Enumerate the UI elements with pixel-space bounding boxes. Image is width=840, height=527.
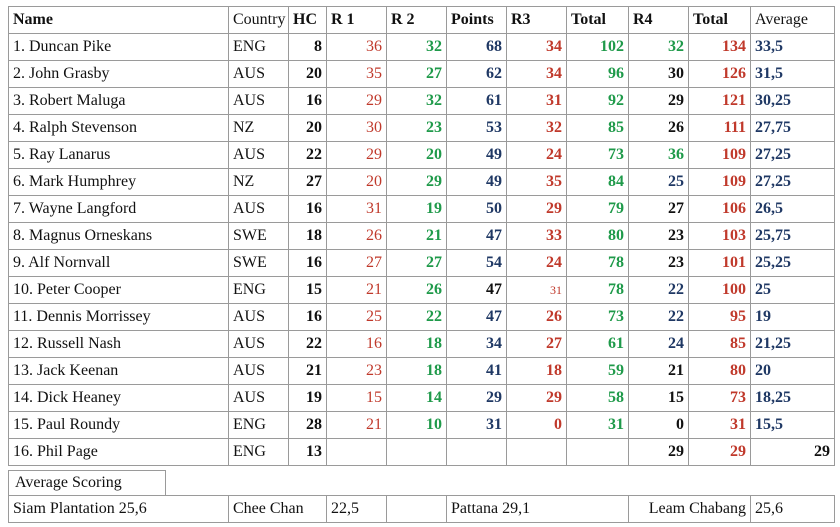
- player-r1: [327, 439, 387, 466]
- player-name: 1. Duncan Pike: [9, 34, 229, 61]
- table-row: [9, 34, 835, 61]
- player-hc: 27: [289, 169, 327, 196]
- player-total: 58: [567, 385, 629, 412]
- player-points: 54: [447, 250, 507, 277]
- player-r4: 22: [629, 304, 689, 331]
- player-total: 31: [567, 412, 629, 439]
- player-r1: 29: [327, 88, 387, 115]
- player-r4: 30: [629, 61, 689, 88]
- header-points: Points: [447, 7, 507, 34]
- scoring-pattana: Pattana 29,1: [447, 496, 629, 523]
- player-hc: 16: [289, 88, 327, 115]
- player-average: 25,25: [751, 250, 835, 277]
- player-total: 79: [567, 196, 629, 223]
- header-country: Country: [229, 7, 289, 34]
- player-total2: 134: [689, 34, 751, 61]
- player-hc: 28: [289, 412, 327, 439]
- player-hc: 16: [289, 196, 327, 223]
- player-r2: 22: [387, 304, 447, 331]
- player-r4: 23: [629, 250, 689, 277]
- player-name: 6. Mark Humphrey: [9, 169, 229, 196]
- player-total2: 101: [689, 250, 751, 277]
- player-r4: 23: [629, 223, 689, 250]
- player-total2: 126: [689, 61, 751, 88]
- player-r2: 20: [387, 142, 447, 169]
- player-r1: 16: [327, 331, 387, 358]
- table-row: [9, 304, 835, 331]
- player-points: 47: [447, 277, 507, 304]
- player-r3: 27: [507, 331, 567, 358]
- player-total: 102: [567, 34, 629, 61]
- player-total: 73: [567, 142, 629, 169]
- player-total2: 106: [689, 196, 751, 223]
- player-hc: 16: [289, 304, 327, 331]
- player-country: AUS: [229, 196, 289, 223]
- scoring-empty: [387, 496, 447, 523]
- player-r4: 21: [629, 358, 689, 385]
- player-r2: [387, 439, 447, 466]
- player-average: 25,75: [751, 223, 835, 250]
- player-country: ENG: [229, 277, 289, 304]
- player-r2: 27: [387, 61, 447, 88]
- player-points: 41: [447, 358, 507, 385]
- player-r2: 21: [387, 223, 447, 250]
- player-r1: 15: [327, 385, 387, 412]
- player-r4: 15: [629, 385, 689, 412]
- scoring-chee-chan: Chee Chan: [229, 496, 327, 523]
- scoring-chee-chan-value: 22,5: [327, 496, 387, 523]
- header-r1: R 1: [327, 7, 387, 34]
- player-total: 78: [567, 277, 629, 304]
- scoring-siam-plantation: Siam Plantation 25,6: [9, 496, 229, 523]
- player-hc: 21: [289, 358, 327, 385]
- player-points: 53: [447, 115, 507, 142]
- player-country: AUS: [229, 88, 289, 115]
- player-r3: 0: [507, 412, 567, 439]
- player-r3: 29: [507, 385, 567, 412]
- player-average: 27,25: [751, 169, 835, 196]
- scoring-leam-chabang-value: 25,6: [751, 496, 835, 523]
- player-country: AUS: [229, 358, 289, 385]
- player-r1: 21: [327, 412, 387, 439]
- player-hc: 20: [289, 61, 327, 88]
- player-total: 80: [567, 223, 629, 250]
- player-points: 50: [447, 196, 507, 223]
- player-total2: 80: [689, 358, 751, 385]
- table-row: [9, 169, 835, 196]
- player-r2: 29: [387, 169, 447, 196]
- player-total2: 111: [689, 115, 751, 142]
- player-r4: 0: [629, 412, 689, 439]
- player-total: 59: [567, 358, 629, 385]
- player-r3: 34: [507, 34, 567, 61]
- player-average: 29: [751, 439, 835, 466]
- player-total2: 109: [689, 142, 751, 169]
- player-points: [447, 439, 507, 466]
- player-country: SWE: [229, 223, 289, 250]
- player-r1: 26: [327, 223, 387, 250]
- player-r1: 36: [327, 34, 387, 61]
- player-average: 33,5: [751, 34, 835, 61]
- player-total: 78: [567, 250, 629, 277]
- player-points: 47: [447, 223, 507, 250]
- player-average: 20: [751, 358, 835, 385]
- table-row: [9, 115, 835, 142]
- player-r1: 23: [327, 358, 387, 385]
- player-country: SWE: [229, 250, 289, 277]
- player-r2: 32: [387, 88, 447, 115]
- player-total: 61: [567, 331, 629, 358]
- player-r3: 31: [507, 277, 567, 304]
- player-name: 8. Magnus Orneskans: [9, 223, 229, 250]
- player-country: AUS: [229, 61, 289, 88]
- player-r3: 35: [507, 169, 567, 196]
- player-points: 34: [447, 331, 507, 358]
- player-points: 61: [447, 88, 507, 115]
- player-hc: 22: [289, 331, 327, 358]
- player-total2: 109: [689, 169, 751, 196]
- player-country: ENG: [229, 412, 289, 439]
- player-r4: 29: [629, 439, 689, 466]
- player-r2: 32: [387, 34, 447, 61]
- average-scoring-table: [8, 495, 835, 523]
- player-total2: 100: [689, 277, 751, 304]
- header-r3: R3: [507, 7, 567, 34]
- player-r2: 27: [387, 250, 447, 277]
- player-hc: 18: [289, 223, 327, 250]
- table-row: [9, 358, 835, 385]
- header-name: Name: [9, 7, 229, 34]
- player-average: 21,25: [751, 331, 835, 358]
- scoreboard: [8, 6, 834, 466]
- player-r1: 25: [327, 304, 387, 331]
- player-name: 9. Alf Nornvall: [9, 250, 229, 277]
- player-country: AUS: [229, 385, 289, 412]
- player-total2: 103: [689, 223, 751, 250]
- player-points: 31: [447, 412, 507, 439]
- table-row: [9, 331, 835, 358]
- player-average: 26,5: [751, 196, 835, 223]
- player-total2: 121: [689, 88, 751, 115]
- player-r3: 24: [507, 142, 567, 169]
- player-r4: 36: [629, 142, 689, 169]
- player-r2: 18: [387, 358, 447, 385]
- header-r4: R4: [629, 7, 689, 34]
- player-total: 73: [567, 304, 629, 331]
- player-r3: 29: [507, 196, 567, 223]
- player-name: 15. Paul Roundy: [9, 412, 229, 439]
- player-total: [567, 439, 629, 466]
- player-country: ENG: [229, 34, 289, 61]
- table-row: [9, 277, 835, 304]
- results-table: [8, 6, 835, 466]
- average-scoring: [8, 470, 834, 523]
- header-r2: R 2: [387, 7, 447, 34]
- player-hc: 15: [289, 277, 327, 304]
- player-name: 4. Ralph Stevenson: [9, 115, 229, 142]
- player-name: 14. Dick Heaney: [9, 385, 229, 412]
- player-r3: 31: [507, 88, 567, 115]
- player-name: 2. John Grasby: [9, 61, 229, 88]
- player-r4: 29: [629, 88, 689, 115]
- player-average: 25: [751, 277, 835, 304]
- player-name: 5. Ray Lanarus: [9, 142, 229, 169]
- player-total: 85: [567, 115, 629, 142]
- player-r3: 33: [507, 223, 567, 250]
- player-name: 13. Jack Keenan: [9, 358, 229, 385]
- table-row: [9, 439, 835, 466]
- header-hc: HC: [289, 7, 327, 34]
- player-name: 16. Phil Page: [9, 439, 229, 466]
- player-average: 19: [751, 304, 835, 331]
- header-average: Average: [751, 7, 835, 34]
- player-points: 62: [447, 61, 507, 88]
- player-country: AUS: [229, 304, 289, 331]
- table-row: [9, 61, 835, 88]
- player-total: 84: [567, 169, 629, 196]
- player-average: 18,25: [751, 385, 835, 412]
- player-hc: 19: [289, 385, 327, 412]
- player-r4: 25: [629, 169, 689, 196]
- player-r1: 30: [327, 115, 387, 142]
- player-average: 30,25: [751, 88, 835, 115]
- player-points: 49: [447, 142, 507, 169]
- player-total2: 85: [689, 331, 751, 358]
- player-hc: 8: [289, 34, 327, 61]
- average-scoring-title: Average Scoring: [8, 470, 166, 495]
- player-r1: 21: [327, 277, 387, 304]
- player-name: 11. Dennis Morrissey: [9, 304, 229, 331]
- player-total2: 29: [689, 439, 751, 466]
- player-country: AUS: [229, 331, 289, 358]
- player-r1: 20: [327, 169, 387, 196]
- player-r1: 29: [327, 142, 387, 169]
- player-r2: 14: [387, 385, 447, 412]
- player-r4: 32: [629, 34, 689, 61]
- player-r1: 31: [327, 196, 387, 223]
- player-total: 92: [567, 88, 629, 115]
- player-average: 31,5: [751, 61, 835, 88]
- header-row: [9, 7, 835, 34]
- player-r2: 23: [387, 115, 447, 142]
- table-row: [9, 223, 835, 250]
- player-name: 3. Robert Maluga: [9, 88, 229, 115]
- player-hc: 20: [289, 115, 327, 142]
- table-row: [9, 412, 835, 439]
- player-r3: 24: [507, 250, 567, 277]
- player-total2: 95: [689, 304, 751, 331]
- player-r1: 27: [327, 250, 387, 277]
- player-r4: 26: [629, 115, 689, 142]
- table-row: [9, 88, 835, 115]
- player-r2: 26: [387, 277, 447, 304]
- player-hc: 22: [289, 142, 327, 169]
- player-hc: 16: [289, 250, 327, 277]
- player-r3: 34: [507, 61, 567, 88]
- player-points: 68: [447, 34, 507, 61]
- player-average: 27,25: [751, 142, 835, 169]
- player-r2: 19: [387, 196, 447, 223]
- table-row: [9, 250, 835, 277]
- player-country: ENG: [229, 439, 289, 466]
- player-r2: 18: [387, 331, 447, 358]
- player-r3: 32: [507, 115, 567, 142]
- table-row: [9, 196, 835, 223]
- table-row: [9, 142, 835, 169]
- player-r4: 27: [629, 196, 689, 223]
- player-total: 96: [567, 61, 629, 88]
- player-name: 7. Wayne Langford: [9, 196, 229, 223]
- player-country: AUS: [229, 142, 289, 169]
- player-r3: 26: [507, 304, 567, 331]
- scoring-leam-chabang: Leam Chabang: [629, 496, 751, 523]
- player-country: NZ: [229, 115, 289, 142]
- player-r4: 22: [629, 277, 689, 304]
- player-average: 15,5: [751, 412, 835, 439]
- table-row: [9, 385, 835, 412]
- player-name: 12. Russell Nash: [9, 331, 229, 358]
- player-points: 49: [447, 169, 507, 196]
- player-total2: 73: [689, 385, 751, 412]
- player-r4: 24: [629, 331, 689, 358]
- player-total2: 31: [689, 412, 751, 439]
- player-r3: 18: [507, 358, 567, 385]
- header-total2: Total: [689, 7, 751, 34]
- player-r3: [507, 439, 567, 466]
- player-r2: 10: [387, 412, 447, 439]
- player-average: 27,75: [751, 115, 835, 142]
- player-points: 47: [447, 304, 507, 331]
- player-points: 29: [447, 385, 507, 412]
- player-hc: 13: [289, 439, 327, 466]
- header-total: Total: [567, 7, 629, 34]
- player-country: NZ: [229, 169, 289, 196]
- player-r1: 35: [327, 61, 387, 88]
- player-name: 10. Peter Cooper: [9, 277, 229, 304]
- average-scoring-row: [9, 496, 835, 523]
